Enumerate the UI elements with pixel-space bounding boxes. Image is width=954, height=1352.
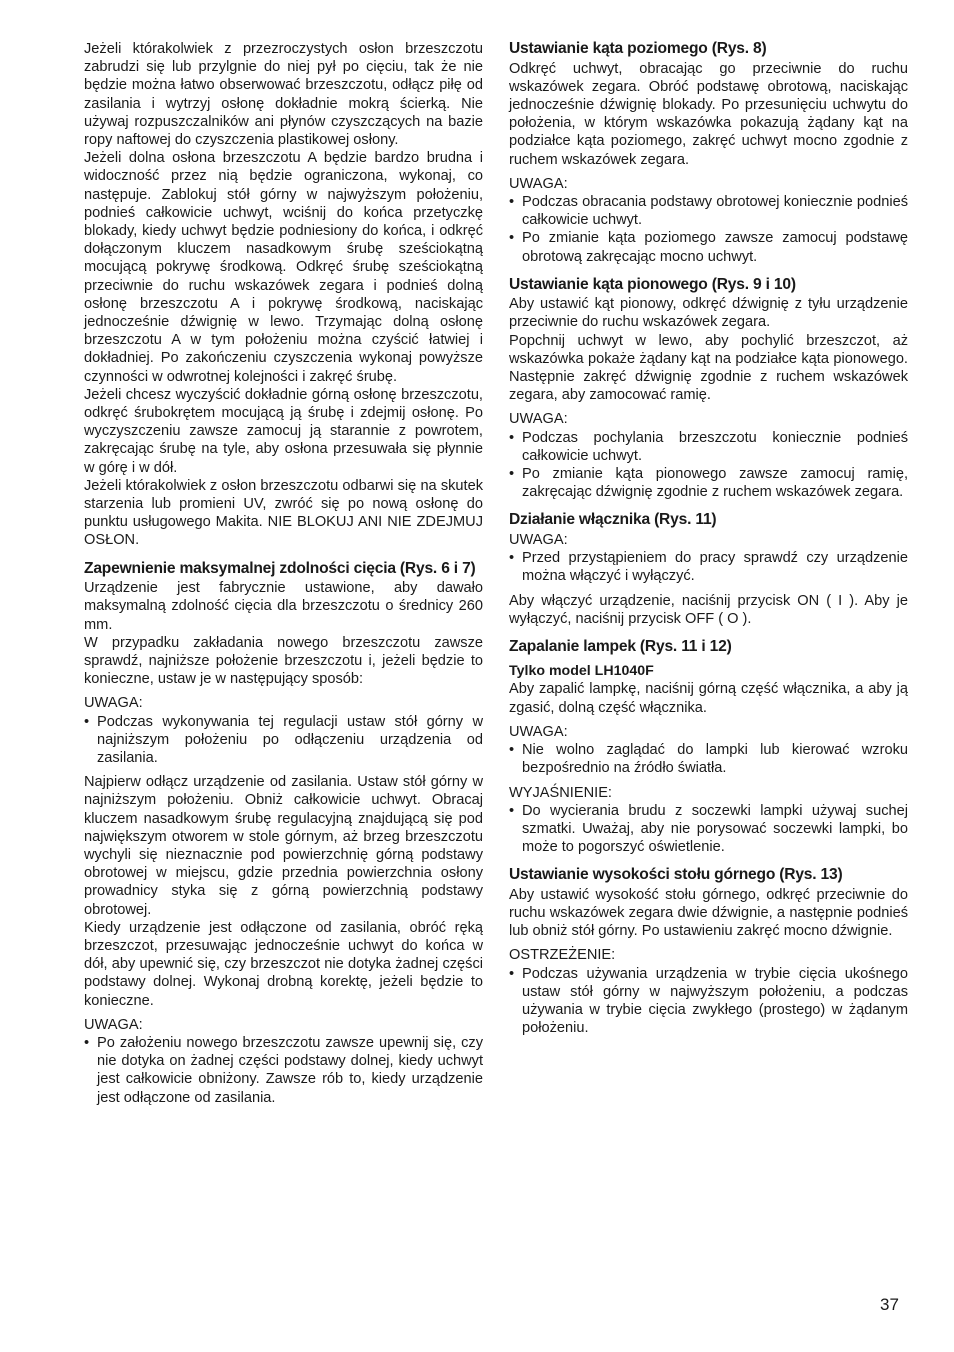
paragraph: Urządzenie jest fabrycznie ustawione, aby dawało maksymalną zdolność cięcia dla brzeszczotu o średnicy 260 mm. <box>84 580 483 633</box>
section-heading: Ustawianie wysokości stołu górnego (Rys. 13) <box>509 866 843 884</box>
note-label: UWAGA: <box>509 411 568 428</box>
warning-item: • Podczas używania urządzenia w trybie cięcia ukośnego ustaw stół górny w najwyższym położeniu, a podczas używania w trybie cięcia zwykłego (prostego) w żądanym położeniu. <box>509 965 908 1038</box>
paragraph: Aby zapalić lampkę, naciśnij górną część włącznika, a aby ją zgasić, dolną część włącznika. <box>509 681 908 716</box>
note-item: • Po założeniu nowego brzeszczotu zawsze upewnij się, czy nie dotyka on żadnej części podstawy dolnej, kiedy uchwyt jest całkowicie obniżony. Zawsze rób to, kiedy urządzenie jest odłączone od zasilania. <box>84 1034 483 1107</box>
paragraph: Najpierw odłącz urządzenie od zasilania. Ustaw stół górny w najniższym położeniu. Obniż całkowicie uchwyt. Obracaj kluczem nasadkowym śrubę regulacyjną znajdującą się pod największym otworem w stole górnym, aż brzeg brzeszczotu wychyli się nieznacznie pod powierzchnię górną podstawy obrotowej w miejscu, gdzie przednia powierzchnia osłony prowadnicy styka się z górną powierzchnią podstawy obrotowej. <box>84 774 483 918</box>
paragraph: Aby ustawić kąt pionowy, odkręć dźwignię z tyłu urządzenie przeciwnie do ruchu wskazówek zegara. <box>509 296 908 331</box>
paragraph: Odkręć uchwyt, obracając go przeciwnie do ruchu wskazówek zegara. Obróć podstawę obrotową, naciskając jednocześnie dźwignię blokady. Po przesunięciu uchwytu do położenia, w którym wskazówka pokazują żądany kąt na podziałce kąta poziomego, zakręć uchwyt mocno zgodnie z ruchem wskazówek zegara. <box>509 60 908 168</box>
warning-list <box>509 965 908 1038</box>
section-heading: Działanie włącznika (Rys. 11) <box>509 511 717 529</box>
model-subheading: Tylko model LH1040F <box>509 663 654 680</box>
note-label: UWAGA: <box>509 531 568 548</box>
note-label: UWAGA: <box>509 723 568 740</box>
paragraph: Kiedy urządzenie jest odłączone od zasilania, obróć ręką brzeszczot, przesuwając jednocześnie uchwyt do końca w dół, aby upewnić się, czy brzeszczot nie dotyka żadnej części podstawy dolnej. Wykonaj drobną korektę, jeżeli będzie to konieczne. <box>84 919 483 1009</box>
page-number: 37 <box>880 1295 899 1314</box>
paragraph: Aby włączyć urządzenie, naciśnij przycisk ON ( I ). Aby je wyłączyć, naciśnij przycisk OFF ( O ). <box>509 592 908 627</box>
paragraph: Jeżeli chcesz wyczyścić dokładnie górną osłonę brzeszczotu, odkręć śrubokrętem mocującą ją śrubę i zdejmij osłonę. Po wyczyszczeniu zawsze zamocuj ją starannie z powrotem, zakręcając śrubę na tyle, aby osłona przesuwała się płynnie w górę i w dół. <box>84 386 483 476</box>
section-heading: Zapewnienie maksymalnej zdolności cięcia (Rys. 6 i 7) <box>84 559 476 577</box>
note-label: UWAGA: <box>84 1016 143 1033</box>
note-item: • Podczas obracania podstawy obrotowej koniecznie podnieś całkowicie uchwyt. <box>509 193 908 229</box>
explanation-label: WYJAŚNIENIE: <box>509 784 612 801</box>
note-item: • Po zmianie kąta poziomego zawsze zamocuj podstawę obrotową zakręcając mocno uchwyt. <box>509 229 908 265</box>
note-item: • Podczas pochylania brzeszczotu koniecznie podnieś całkowicie uchwyt. <box>509 429 908 465</box>
explanation-list <box>509 802 908 857</box>
left-column <box>84 40 483 1107</box>
note-list <box>509 429 908 502</box>
note-list <box>84 1034 483 1107</box>
paragraph: W przypadku zakładania nowego brzeszczotu zawsze sprawdź, najniższe położenie brzeszczotu i, jeżeli będzie to konieczne, ustaw je w następujący sposób: <box>84 634 483 688</box>
note-list <box>509 549 908 585</box>
right-column <box>509 40 908 1037</box>
paragraph: Jeżeli dolna osłona brzeszczotu A będzie bardzo brudna i widoczność przez nią będzie ograniczona, wykonaj, co następuje. Zablokuj stół górny w najwyższym położeniu, podnieś całkowicie uchwyt, wciśnij do końca przetyczkę blokady, kiedy uchwyt będzie podniesiony do końca, i odkręć dołączonym kluczem nasadkowym śrubę sześciokątną mocującą pokrywę środkową. Odkręć śrubę sześciokątną przeciwnie do ruchu wskazówek zegara i podnieś dolną osłonę brzeszczotu A i pokrywę środkową, naciskając jednocześnie dźwignię w lewo. Trzymając dolną osłonę brzeszczotu A w tym położeniu można czyścić łatwiej i dokładniej. Po zakończeniu czyszczenia wykonaj powyższe czynności w odwrotnej kolejności i zakręć śrubę. <box>84 150 483 385</box>
note-label: UWAGA: <box>84 695 143 712</box>
note-list <box>84 713 483 768</box>
note-item: • Przed przystąpieniem do pracy sprawdź czy urządzenie można włączyć i wyłączyć. <box>509 549 908 585</box>
section-heading: Zapalanie lampek (Rys. 11 i 12) <box>509 637 732 655</box>
note-list <box>509 741 908 777</box>
note-item: • Podczas wykonywania tej regulacji ustaw stół górny w najniższym położeniu po odłączeniu urządzenia od zasilania. <box>84 713 483 768</box>
paragraph: Jeżeli którakolwiek z osłon brzeszczotu odbarwi się na skutek starzenia lub promieni UV, zwróć się po nową osłonę do punktu usługowego Makita. NIE BLOKUJ ANI NIE ZDEJMUJ OSŁON. <box>84 477 483 549</box>
explanation-item: • Do wycierania brudu z soczewki lampki używaj suchej szmatki. Uważaj, aby nie porysować soczewki lampki, bo może to pogorszyć oświetlenie. <box>509 802 908 857</box>
section-heading: Ustawianie kąta poziomego (Rys. 8) <box>509 40 767 57</box>
warning-label: OSTRZEŻENIE: <box>509 947 616 964</box>
note-label: UWAGA: <box>509 175 568 192</box>
paragraph: Jeżeli którakolwiek z przezroczystych osłon brzeszczotu zabrudzi się lub przylgnie do niej pył po cięciu, tak że nie będzie można łatwo obserwować brzeszczotu, odłącz piłę od zasilania i wytrzyj osłonę dokładnie mokrą ścierką. Nie używaj rozpuszczalników ani płynów czyszczących na bazie ropy naftowej do czyszczenia plastikowej osłony. <box>84 41 483 149</box>
paragraph: Aby ustawić wysokość stołu górnego, odkręć przeciwnie do ruchu wskazówek zegara dwie dźwignie, a następnie podnieś lub obniż stół górny. Po ustawieniu zakręć mocno dźwignie. <box>509 886 908 940</box>
note-item: • Nie wolno zaglądać do lampki lub kierować wzroku bezpośrednio na źródło światła. <box>509 741 908 777</box>
paragraph: Popchnij uchwyt w lewo, aby pochylić brzeszczot, aż wskazówka pokaże żądany kąt na podziałce kąta pionowego. Następnie zakręć dźwignię zgodnie z ruchem wskazówek zegara, aby zamocować ramię. <box>509 332 908 404</box>
section-heading: Ustawianie kąta pionowego (Rys. 9 i 10) <box>509 275 796 293</box>
note-item: • Po zmianie kąta pionowego zawsze zamocuj ramię, zakręcając dźwignię zgodnie z ruchem wskazówek zegara. <box>509 465 908 501</box>
note-list <box>509 193 908 266</box>
